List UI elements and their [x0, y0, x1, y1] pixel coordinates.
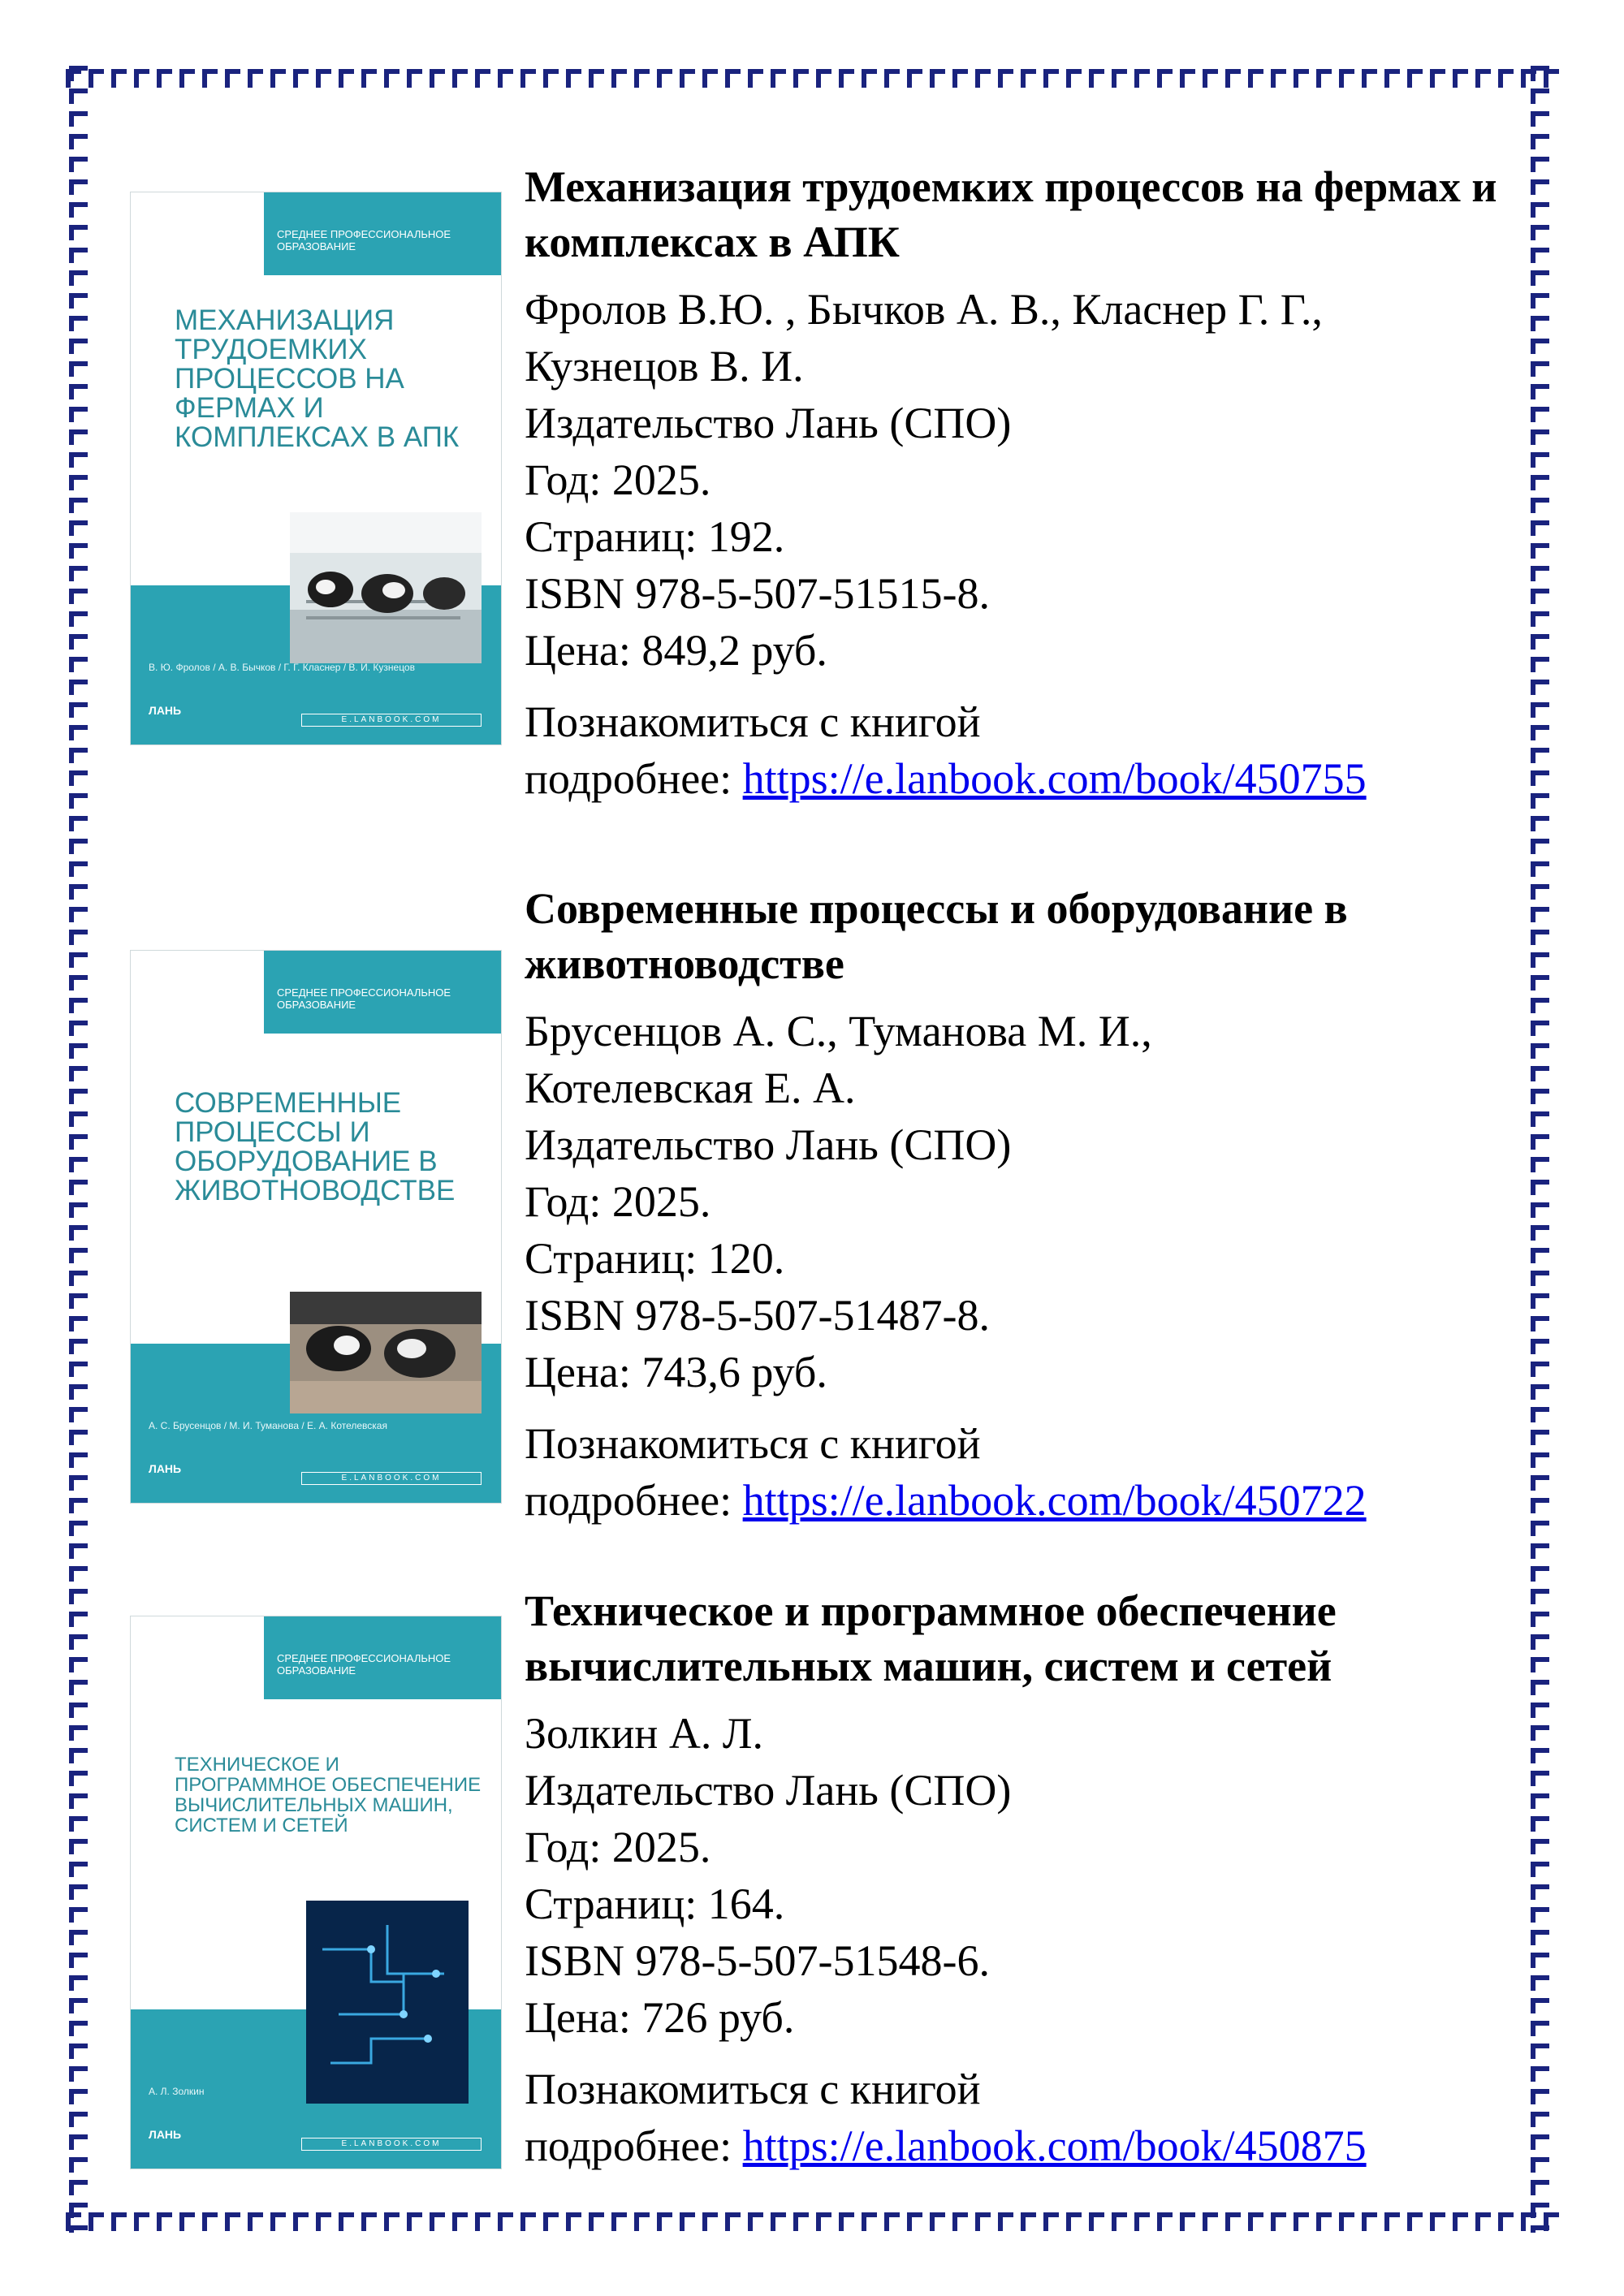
book-isbn: ISBN 978-5-507-51515-8.: [525, 569, 990, 618]
cover-photo: [290, 1292, 482, 1413]
more-prefix: подробнее:: [525, 2121, 743, 2170]
book-cover: [130, 950, 502, 1504]
book-authors-cont: Кузнецов В. И.: [525, 342, 804, 391]
book-authors: Брусенцов А. С., Туманова М. И.,: [525, 1007, 1152, 1055]
cover-site: E.LANBOOK.COM: [301, 1472, 482, 1485]
book-publisher: Издательство Лань (СПО): [525, 1120, 1012, 1169]
book-title: Современные процессы и оборудование в животноводстве: [525, 884, 1348, 988]
more-label: Познакомиться с книгой: [525, 1419, 981, 1468]
cover-authors: В. Ю. Фролов / А. В. Бычков / Г. Г. Класнер / В. И. Кузнецов: [149, 662, 415, 673]
book-info: [525, 881, 1515, 1529]
book-pages: Страниц: 164.: [525, 1880, 785, 1928]
book-cover: [130, 1616, 502, 2169]
cover-title: ТЕХНИЧЕСКОЕ И ПРОГРАММНОЕ ОБЕСПЕЧЕНИЕ ВЫЧИСЛИТЕЛЬНЫХ МАШИН, СИСТЕМ И СЕТЕЙ: [175, 1754, 482, 1836]
cover-authors: А. Л. Золкин: [149, 2086, 205, 2097]
book-pages: Страниц: 120.: [525, 1234, 785, 1283]
cover-photo: [306, 1901, 469, 2104]
book-entry: [130, 159, 1510, 825]
publisher-logo: ЛАНЬ: [149, 2128, 182, 2141]
book-year: Год: 2025.: [525, 1177, 711, 1226]
book-meta: [525, 281, 1515, 679]
book-entry: [130, 881, 1510, 1547]
more-prefix: подробнее:: [525, 1476, 743, 1525]
cover-series-label: СРЕДНЕЕ ПРОФЕССИОНАЛЬНОЕ ОБРАЗОВАНИЕ: [264, 1616, 501, 1699]
book-pages: Страниц: 192.: [525, 512, 785, 561]
book-meta: [525, 1705, 1515, 2046]
book-publisher: Издательство Лань (СПО): [525, 1766, 1012, 1815]
cover-site: E.LANBOOK.COM: [301, 2138, 482, 2151]
cover-title: СОВРЕМЕННЫЕ ПРОЦЕССЫ И ОБОРУДОВАНИЕ В ЖИВОТНОВОДСТВЕ: [175, 1087, 456, 1206]
cover-authors: А. С. Брусенцов / М. И. Туманова / Е. А. Котелевская: [149, 1420, 387, 1431]
book-title: Техническое и программное обеспечение вычислительных машин, систем и сетей: [525, 1586, 1337, 1690]
book-link[interactable]: https://e.lanbook.com/book/450875: [742, 2121, 1367, 2170]
cover-title: МЕХАНИЗАЦИЯ ТРУДОЕМКИХ ПРОЦЕССОВ НА ФЕРМАХ И КОМПЛЕКСАХ В АПК: [175, 304, 460, 453]
book-authors: Фролов В.Ю. , Бычков А. В., Класнер Г. Г.,: [525, 285, 1323, 334]
book-authors-cont: Котелевская Е. А.: [525, 1064, 856, 1112]
book-isbn: ISBN 978-5-507-51548-6.: [525, 1936, 990, 1985]
more-label: Познакомиться с книгой: [525, 697, 981, 746]
cover-photo: [290, 512, 482, 663]
book-link[interactable]: https://e.lanbook.com/book/450755: [742, 754, 1367, 803]
more-line: [525, 1472, 1515, 1529]
book-isbn: ISBN 978-5-507-51487-8.: [525, 1291, 990, 1340]
more-line: [525, 750, 1515, 807]
publisher-logo: ЛАНЬ: [149, 1462, 182, 1475]
book-year: Год: 2025.: [525, 1823, 711, 1871]
cover-series-label: СРЕДНЕЕ ПРОФЕССИОНАЛЬНОЕ ОБРАЗОВАНИЕ: [264, 192, 501, 275]
publisher-logo: ЛАНЬ: [149, 704, 182, 717]
book-price: Цена: 743,6 руб.: [525, 1348, 827, 1396]
book-title: Механизация трудоемких процессов на фермах и комплексах в АПК: [525, 162, 1497, 266]
book-info: [525, 1583, 1515, 2174]
book-more: [525, 693, 1515, 807]
cover-site: E.LANBOOK.COM: [301, 714, 482, 727]
more-prefix: подробнее:: [525, 754, 743, 803]
book-publisher: Издательство Лань (СПО): [525, 399, 1012, 447]
book-authors: Золкин А. Л.: [525, 1709, 763, 1758]
book-cover: [130, 192, 502, 745]
book-meta: [525, 1003, 1515, 1400]
book-link[interactable]: https://e.lanbook.com/book/450722: [742, 1476, 1367, 1525]
book-year: Год: 2025.: [525, 455, 711, 504]
book-more: [525, 2061, 1515, 2174]
more-label: Познакомиться с книгой: [525, 2065, 981, 2113]
cover-series-label: СРЕДНЕЕ ПРОФЕССИОНАЛЬНОЕ ОБРАЗОВАНИЕ: [264, 951, 501, 1034]
book-more: [525, 1415, 1515, 1529]
book-info: [525, 159, 1515, 807]
more-line: [525, 2117, 1515, 2174]
book-price: Цена: 849,2 руб.: [525, 626, 827, 675]
book-price: Цена: 726 руб.: [525, 1993, 795, 2042]
book-entry: [130, 1583, 1510, 2200]
